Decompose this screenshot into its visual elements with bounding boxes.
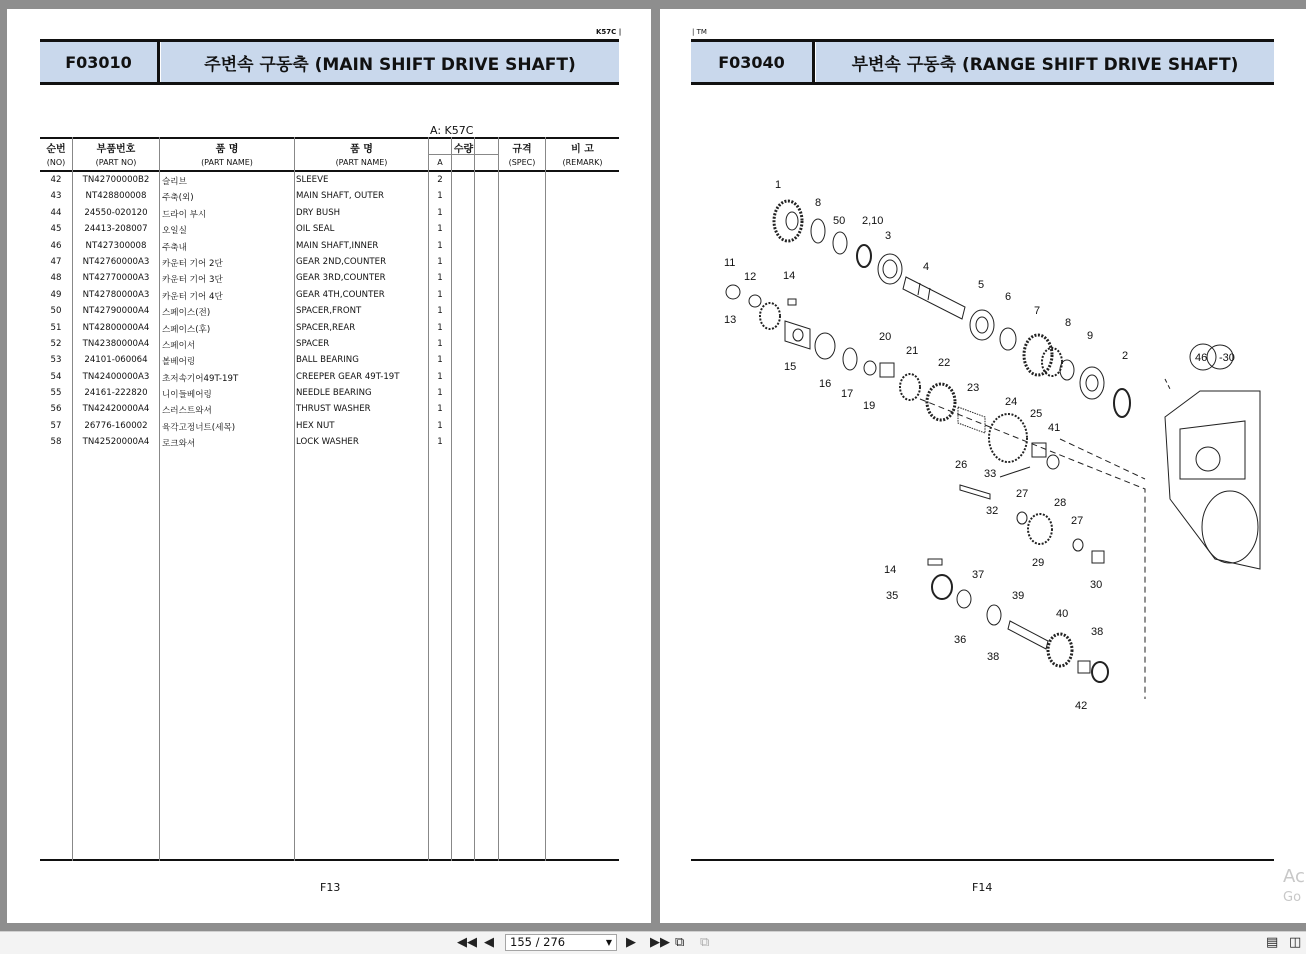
page-number: F13 bbox=[320, 881, 341, 894]
header-remark-en: (REMARK) bbox=[562, 158, 603, 167]
cell-qty: 2 bbox=[437, 175, 443, 185]
svg-text:46: 46 bbox=[1195, 352, 1208, 364]
cell-name-kr: 드라이 부시 bbox=[162, 209, 207, 220]
header-no-en: (NO) bbox=[46, 158, 66, 167]
svg-text:30: 30 bbox=[1090, 579, 1103, 591]
table-row bbox=[40, 189, 619, 205]
svg-text:9: 9 bbox=[1087, 330, 1094, 342]
svg-text:8: 8 bbox=[1065, 317, 1072, 329]
two-page-icon[interactable]: ◫ bbox=[1289, 935, 1302, 950]
chevron-down-icon: ▼ bbox=[605, 938, 612, 947]
cell-part-no: TN42520000A4 bbox=[82, 437, 150, 448]
table-row bbox=[40, 239, 619, 255]
cell-name-en: SPACER,FRONT bbox=[296, 306, 362, 317]
svg-text:27: 27 bbox=[1071, 515, 1084, 527]
cell-no: 46 bbox=[50, 240, 62, 251]
section-title: 부변속 구동축 (RANGE SHIFT DRIVE SHAFT) bbox=[815, 42, 1274, 82]
cell-no: 48 bbox=[50, 273, 62, 284]
svg-text:1: 1 bbox=[775, 179, 782, 191]
svg-text:35: 35 bbox=[886, 590, 899, 602]
cell-qty: 1 bbox=[437, 240, 443, 251]
svg-text:3: 3 bbox=[885, 230, 892, 242]
header-no: 순번 bbox=[46, 144, 66, 155]
table-row bbox=[40, 206, 619, 222]
cell-qty: 1 bbox=[437, 420, 443, 431]
cell-name-kr: 슬리브 bbox=[162, 177, 187, 187]
cell-qty: 1 bbox=[437, 224, 443, 235]
table-row bbox=[40, 304, 619, 320]
header-remark: 비 고 bbox=[571, 144, 594, 155]
cell-name-kr: 육각고정너트(세목) bbox=[162, 422, 236, 433]
cell-name-kr: 주축(외) bbox=[162, 193, 194, 204]
cell-name-kr: 카운터 기어 2단 bbox=[162, 258, 223, 269]
cell-qty: 1 bbox=[437, 371, 443, 382]
cell-qty: 1 bbox=[437, 388, 443, 399]
cell-name-kr: 오일실 bbox=[162, 226, 187, 237]
page-number: F14 bbox=[972, 881, 993, 894]
watermark-text: Go bbox=[1283, 890, 1302, 905]
cell-qty: 1 bbox=[437, 355, 443, 366]
cell-name-kr: 스페이스(전) bbox=[162, 308, 211, 319]
cell-part-no: NT427300008 bbox=[85, 240, 147, 251]
svg-text:20: 20 bbox=[879, 331, 892, 343]
svg-text:38: 38 bbox=[1091, 626, 1104, 638]
svg-text:26: 26 bbox=[955, 459, 968, 471]
cell-name-kr: 스페이서 bbox=[162, 340, 196, 351]
table-row bbox=[40, 222, 619, 238]
cell-name-kr: 초저속기어49T-19T bbox=[162, 373, 239, 384]
model-note: A: K57C bbox=[430, 124, 474, 137]
cell-qty: 1 bbox=[437, 273, 443, 284]
svg-text:41: 41 bbox=[1048, 422, 1061, 434]
cell-name-en: LOCK WASHER bbox=[296, 437, 359, 448]
prev-page-icon[interactable]: ◀ bbox=[484, 935, 494, 950]
cell-name-kr: 스페이스(후) bbox=[162, 324, 211, 335]
cell-qty: 1 bbox=[437, 338, 443, 349]
cell-name-kr: 볼베어링 bbox=[162, 357, 196, 368]
cell-part-no: 26776-160002 bbox=[84, 420, 148, 431]
svg-text:14: 14 bbox=[783, 270, 796, 282]
svg-text:40: 40 bbox=[1056, 608, 1069, 620]
svg-text:11: 11 bbox=[724, 257, 736, 269]
header-spec-en: (SPEC) bbox=[508, 158, 536, 167]
corner-tag: K57C | bbox=[596, 28, 622, 36]
right-page bbox=[660, 9, 1306, 923]
svg-text:24: 24 bbox=[1005, 396, 1018, 408]
header-name-en: 품 명 bbox=[350, 144, 373, 155]
cell-name-en: SPACER,REAR bbox=[296, 322, 356, 333]
svg-text:22: 22 bbox=[938, 357, 951, 369]
header-part-no: 부품번호 bbox=[96, 144, 136, 155]
corner-tag: | TM bbox=[692, 28, 707, 36]
cell-name-en: SLEEVE bbox=[296, 175, 329, 185]
table-row bbox=[40, 255, 619, 271]
svg-text:4: 4 bbox=[923, 261, 930, 273]
table-row bbox=[40, 386, 619, 402]
svg-text:13: 13 bbox=[724, 314, 737, 326]
cell-qty: 1 bbox=[437, 289, 443, 300]
section-banner bbox=[691, 39, 1274, 85]
cell-no: 43 bbox=[50, 191, 62, 202]
svg-text:17: 17 bbox=[841, 388, 854, 400]
cell-no: 53 bbox=[50, 355, 62, 366]
cell-qty: 1 bbox=[437, 306, 443, 317]
svg-text:29: 29 bbox=[1032, 557, 1045, 569]
table-row bbox=[40, 337, 619, 353]
cell-name-kr: 로크와셔 bbox=[162, 439, 196, 450]
svg-text:-30: -30 bbox=[1219, 352, 1235, 364]
table-row bbox=[40, 370, 619, 386]
svg-text:33: 33 bbox=[984, 468, 997, 480]
cell-part-no: 24550-020120 bbox=[84, 207, 148, 218]
cell-qty: 1 bbox=[437, 191, 443, 202]
pdf-toolbar bbox=[0, 931, 1306, 954]
svg-text:42: 42 bbox=[1075, 700, 1088, 712]
cell-name-en: HEX NUT bbox=[296, 420, 335, 431]
cell-name-en: DRY BUSH bbox=[296, 207, 341, 218]
svg-text:8: 8 bbox=[815, 197, 822, 209]
svg-text:32: 32 bbox=[986, 505, 999, 517]
left-page bbox=[7, 9, 651, 923]
cell-no: 57 bbox=[50, 420, 62, 431]
svg-text:25: 25 bbox=[1030, 408, 1043, 420]
cell-qty: 1 bbox=[437, 207, 443, 218]
cell-no: 45 bbox=[50, 224, 62, 235]
svg-text:2,10: 2,10 bbox=[862, 215, 884, 227]
svg-text:39: 39 bbox=[1012, 590, 1025, 602]
cell-part-no: NT42770000A3 bbox=[82, 273, 150, 284]
section-code: F03040 bbox=[691, 42, 815, 82]
first-page-icon[interactable]: ◀◀ bbox=[457, 935, 477, 950]
cell-name-en: BALL BEARING bbox=[296, 355, 359, 366]
cell-name-kr: 스러스트와셔 bbox=[162, 406, 212, 417]
cell-name-en: GEAR 2ND,COUNTER bbox=[296, 256, 387, 267]
svg-text:14: 14 bbox=[884, 564, 897, 576]
cell-part-no: NT42760000A3 bbox=[82, 256, 150, 267]
cell-no: 47 bbox=[50, 256, 62, 267]
cell-name-en: SPACER bbox=[296, 338, 330, 349]
table-row bbox=[40, 402, 619, 418]
svg-text:21: 21 bbox=[906, 345, 919, 357]
header-part-no-en: (PART NO) bbox=[95, 158, 137, 167]
cell-part-no: TN42400000A3 bbox=[82, 371, 150, 382]
cell-qty: 1 bbox=[437, 437, 443, 448]
cell-no: 49 bbox=[50, 289, 62, 300]
svg-text:38: 38 bbox=[987, 651, 1000, 663]
cell-part-no: TN42380000A4 bbox=[82, 338, 150, 349]
cell-no: 50 bbox=[50, 306, 62, 317]
table-row bbox=[40, 271, 619, 287]
cell-name-kr: 카운터 기어 4단 bbox=[162, 291, 223, 302]
section-title: 주변속 구동축 (MAIN SHIFT DRIVE SHAFT) bbox=[160, 42, 619, 82]
cell-name-en: GEAR 4TH,COUNTER bbox=[296, 289, 385, 300]
table-row bbox=[40, 353, 619, 369]
cell-part-no: 24413-208007 bbox=[84, 224, 148, 235]
header-qty: 수량 bbox=[453, 144, 474, 155]
cell-part-no: NT42800000A4 bbox=[82, 322, 150, 333]
cell-part-no: 24101-060064 bbox=[84, 355, 148, 366]
cell-no: 44 bbox=[50, 207, 62, 218]
table-row bbox=[40, 321, 619, 337]
watermark-text: Ac bbox=[1283, 866, 1305, 887]
cell-name-en: GEAR 3RD,COUNTER bbox=[296, 273, 386, 284]
cell-no: 52 bbox=[50, 338, 62, 349]
cell-part-no: 24161-222820 bbox=[84, 388, 148, 399]
last-page-icon[interactable]: ▶▶ bbox=[650, 935, 670, 950]
cell-no: 56 bbox=[50, 404, 62, 415]
table-row bbox=[40, 419, 619, 435]
cell-no: 51 bbox=[50, 322, 62, 333]
cell-name-en: CREEPER GEAR 49T-19T bbox=[296, 371, 400, 382]
header-name-en-en: (PART NAME) bbox=[335, 158, 388, 167]
cell-qty: 1 bbox=[437, 404, 443, 415]
parts-rows bbox=[40, 173, 619, 452]
svg-text:19: 19 bbox=[863, 400, 876, 412]
cell-qty: 1 bbox=[437, 322, 443, 333]
svg-text:6: 6 bbox=[1005, 291, 1012, 303]
cell-part-no: TN42700000B2 bbox=[82, 175, 150, 185]
cell-no: 42 bbox=[50, 175, 62, 185]
svg-text:36: 36 bbox=[954, 634, 967, 646]
cell-name-kr: 주축내 bbox=[162, 242, 187, 253]
cell-no: 55 bbox=[50, 388, 62, 399]
svg-text:23: 23 bbox=[967, 382, 980, 394]
parts-table bbox=[40, 137, 619, 861]
cell-part-no: NT428800008 bbox=[85, 191, 147, 202]
cell-part-no: TN42420000A4 bbox=[82, 404, 150, 415]
cell-name-en: MAIN SHAFT,INNER bbox=[296, 240, 379, 251]
cell-part-no: NT42780000A3 bbox=[82, 289, 150, 300]
page-display: 155 / 276 bbox=[510, 935, 566, 949]
table-row bbox=[40, 173, 619, 189]
svg-text:12: 12 bbox=[744, 271, 757, 283]
cell-name-en: THRUST WASHER bbox=[296, 404, 371, 415]
header-name-kr: 품 명 bbox=[215, 144, 239, 155]
cell-name-en: MAIN SHAFT, OUTER bbox=[296, 191, 384, 202]
cell-no: 58 bbox=[50, 437, 62, 448]
export-page-icon[interactable]: ⧉ bbox=[675, 935, 685, 950]
svg-text:2: 2 bbox=[1122, 350, 1129, 362]
cell-part-no: NT42790000A4 bbox=[82, 306, 150, 317]
cell-qty: 1 bbox=[437, 256, 443, 267]
exploded-parts-diagram bbox=[660, 159, 1306, 719]
next-page-icon[interactable]: ▶ bbox=[626, 935, 636, 950]
header-spec: 규격 bbox=[512, 144, 532, 155]
table-row bbox=[40, 288, 619, 304]
cell-no: 54 bbox=[50, 371, 62, 382]
page-number-select[interactable] bbox=[505, 934, 617, 951]
svg-text:7: 7 bbox=[1034, 305, 1041, 317]
header-name-kr-en: (PART NAME) bbox=[201, 158, 253, 167]
svg-text:16: 16 bbox=[819, 378, 832, 390]
cell-name-en: NEEDLE BEARING bbox=[296, 388, 372, 399]
svg-text:15: 15 bbox=[784, 361, 797, 373]
svg-text:27: 27 bbox=[1016, 488, 1029, 500]
svg-text:37: 37 bbox=[972, 569, 985, 581]
svg-text:5: 5 bbox=[978, 279, 985, 291]
header-qty-a: A bbox=[437, 158, 443, 167]
cell-name-kr: 니이들베어링 bbox=[162, 390, 212, 401]
table-row bbox=[40, 435, 619, 451]
single-page-icon[interactable]: ▤ bbox=[1266, 935, 1279, 950]
svg-text:28: 28 bbox=[1054, 497, 1067, 509]
svg-text:50: 50 bbox=[833, 215, 846, 227]
section-banner bbox=[40, 39, 619, 85]
cell-name-kr: 카운터 기어 3단 bbox=[162, 275, 223, 286]
page-view-icon[interactable]: ⧉ bbox=[700, 935, 710, 950]
cell-name-en: OIL SEAL bbox=[296, 224, 335, 235]
section-code: F03010 bbox=[40, 42, 160, 82]
